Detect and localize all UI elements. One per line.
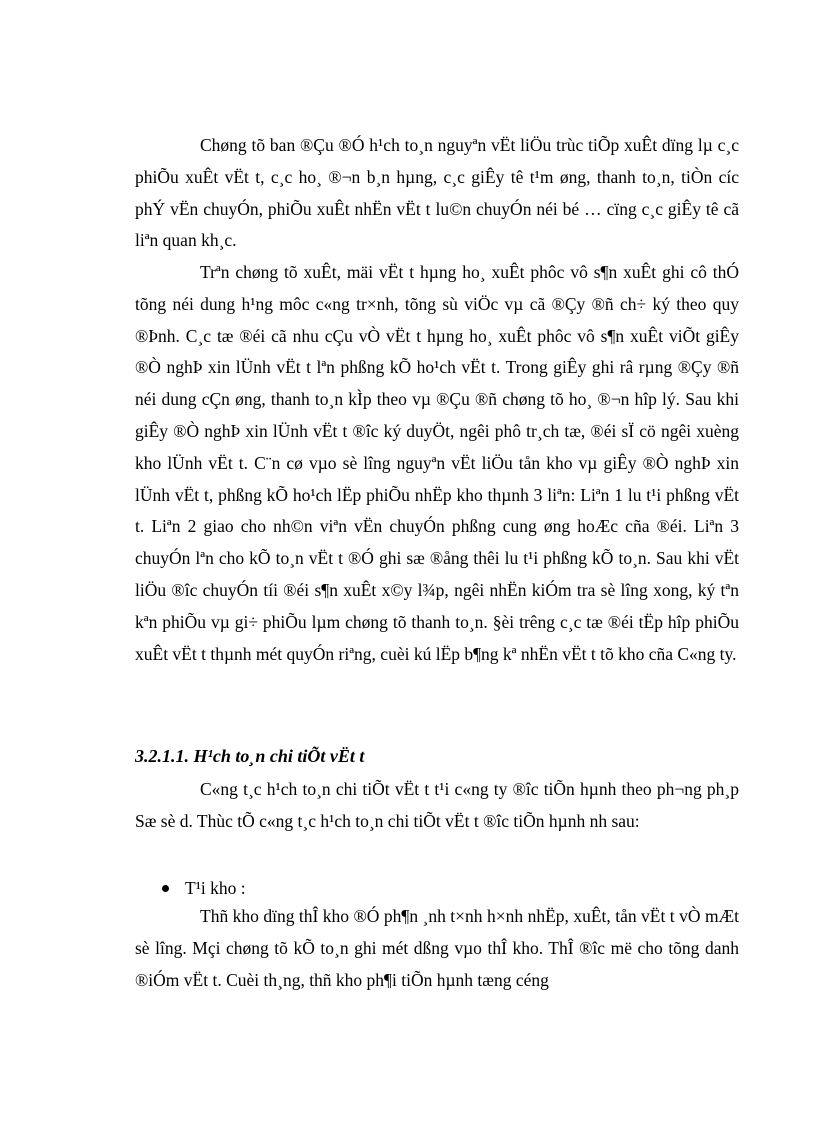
paragraph-issue-procedure: Trªn chøng tõ xuÊt, mäi vËt t hµng ho¸ xuÊt phôc vô s¶n xuÊt ghi cô thÓ tõng néi dung h¹ng môc c«ng tr×nh, tõng sù viÖc vµ cã ®Çy ®ñ ch÷ ký theo quy ®Þnh. C¸c tæ ®éi cã nhu cÇu vÒ vËt t hµng ho¸ xuÊt phôc vô s¶n xuÊt viÕt giÊy ®Ò nghÞ xin lÜnh vËt t lªn phßng kÕ ho¹ch vËt t. Trong giÊy ghi râ rµng ®Çy ®ñ néi dung cÇn øng, thanh to¸n kÌp theo vµ ®Çu ®ñ chøng tõ ho¸ ®¬n hîp lý. Sau khi giÊy ®Ò nghÞ xin lÜnh vËt t ®îc ký duyÖt, ngêi phô tr¸ch tæ, ®éi sÏ cö ngêi xuèng kho lÜnh vËt t. C¨n cø vµo sè lîng nguyªn vËt liÖu tån kho vµ giÊy ®Ò nghÞ xin lÜnh vËt t, phßng kÕ ho¹ch lËp phiÕu nhËp kho thµnh 3 liªn: Liªn 1 lu t¹i phßng vËt t. Liªn 2 giao cho nh©n viªn vËn chuyÓn phßng cung øng hoÆc cña ®éi. Liªn 3 chuyÓn lªn cho kÕ to¸n vËt t ®Ó ghi sæ ®ång thêi lu t¹i phßng kÕ to¸n. Sau khi vËt liÖu ®îc chuyÓn tíi ®éi s¶n xuÊt x©y l¾p, ngêi nhËn kiÓm tra sè lîng xong, ký tªn kªn phiÕu vµ gi÷ phiÕu lµm chøng tõ thanh to¸n. §èi trêng c¸c tæ ®éi tËp hîp phiÕu xuÊt vËt t thµnh mét quyÓn riªng, cuèi kú lËp b¶ng kª nhËn vËt t tõ kho cña C«ng ty. bbox=[135, 262, 739, 664]
paragraph-warehouse-keeper: Thñ kho dïng thÎ kho ®Ó ph¶n ¸nh t×nh h×nh nhËp, xuÊt, tån vËt t vÒ mÆt sè lîng. Mçi chøng tõ kÕ to¸n ghi mét dßng vµo thÎ kho. ThÎ ®îc më cho tõng danh ®iÓm vËt t. Cuèi th¸ng, thñ kho ph¶i tiÕn hµnh tæng céng bbox=[135, 906, 739, 990]
bullet-item-warehouse bbox=[135, 874, 739, 902]
bullet-label: T¹i kho : bbox=[185, 878, 246, 898]
section-heading: 3.2.1.1. H¹ch to¸n chi tiÕt vËt t bbox=[135, 746, 365, 766]
paragraph-source-documents: Chøng tõ ban ®Çu ®Ó h¹ch to¸n nguyªn vËt liÖu trùc tiÕp xuÊt dïng lµ c¸c phiÕu xuÊt vËt t, c¸c ho¸ ®¬n b¸n hµng, c¸c giÊy tê t¹m øng, thanh to¸n, tiÒn cíc phÝ vËn chuyÓn, phiÕu xuÊt nhËn vËt t lu©n chuyÓn néi bé … cïng c¸c giÊy tê cã liªn quan kh¸c. bbox=[135, 135, 739, 251]
paragraph-detail-accounting: C«ng t¸c h¹ch to¸n chi tiÕt vËt t t¹i c«ng ty ®îc tiÕn hµnh theo ph¬ng ph¸p Sæ sè d. Thùc tÕ c«ng t¸c h¹ch to¸n chi tiÕt vËt t ®îc tiÕn hµnh nh sau: bbox=[135, 779, 739, 831]
bullet-icon bbox=[162, 885, 169, 892]
